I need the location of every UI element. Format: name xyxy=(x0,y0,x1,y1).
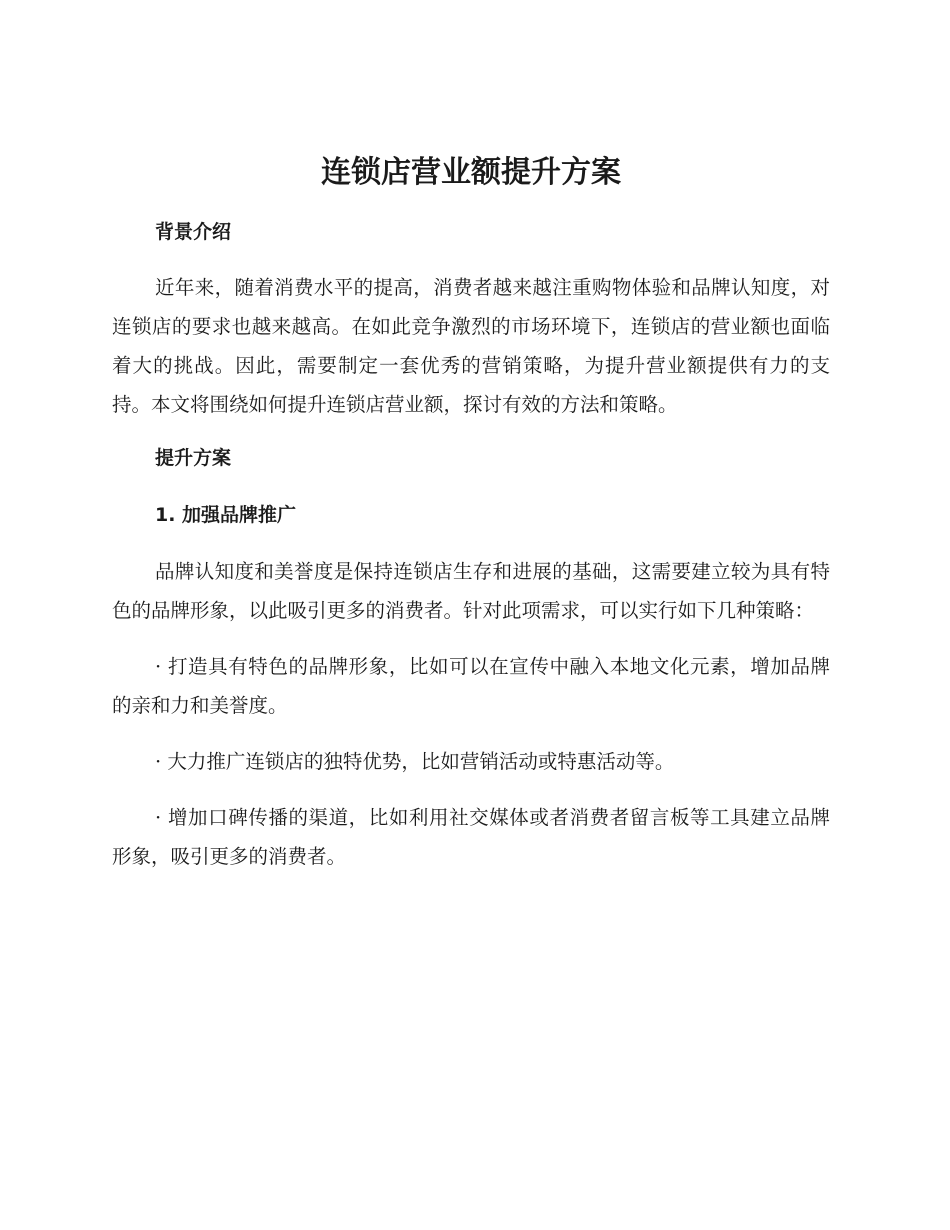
spacer xyxy=(112,424,830,438)
spacer xyxy=(112,781,830,798)
bullet-item-2: · 大力推广连锁店的独特优势，比如营销活动或特惠活动等。 xyxy=(155,750,675,773)
bullet-item-1: · 打造具有特色的品牌形象，比如可以在宣传中融入本地文化元素，增加品牌的亲和力和美誉度。 xyxy=(112,655,830,717)
background-heading: 背景介绍 xyxy=(155,221,232,243)
spacer xyxy=(112,535,830,552)
plan-heading: 提升方案 xyxy=(155,447,232,469)
spacer xyxy=(112,725,830,742)
bullet-item-3: · 增加口碑传播的渠道，比如利用社交媒体或者消费者留言板等工具建立品牌形象，吸引更多的消费者。 xyxy=(112,806,830,868)
document-title: 连锁店营业额提升方案 xyxy=(321,155,621,190)
spacer xyxy=(112,252,830,268)
plan-subheading: 1. 加强品牌推广 xyxy=(155,504,297,526)
spacer xyxy=(112,630,830,647)
background-paragraph: 近年来，随着消费水平的提高，消费者越来越注重购物体验和品牌认知度，对连锁店的要求也越来越高。在如此竞争激烈的市场环境下，连锁店的营业额也面临着大的挑战。因此，需要制定一套优秀的营销策略，为提升营业额提供有力的支持。本文将围绕如何提升连锁店营业额，探讨有效的方法和策略。 xyxy=(112,276,830,416)
spacer xyxy=(112,478,830,495)
plan-intro-paragraph: 品牌认知度和美誉度是保持连锁店生存和进展的基础，这需要建立较为具有特色的品牌形象，以此吸引更多的消费者。针对此项需求，可以实行如下几种策略： xyxy=(112,560,830,622)
document-page xyxy=(112,148,830,876)
